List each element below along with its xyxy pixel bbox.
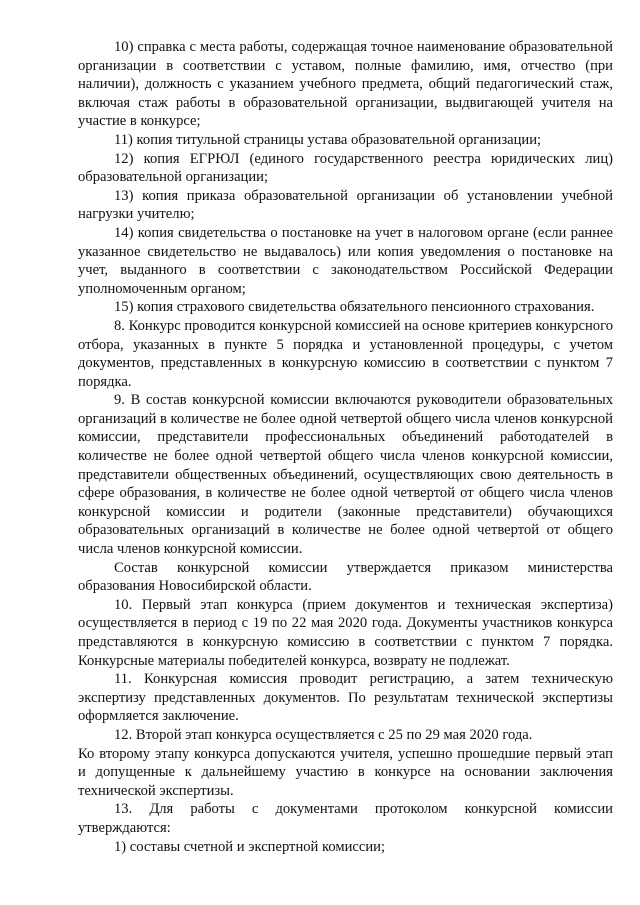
paragraph-clause-13: 13. Для работы с документами протоколом конкурсной комиссии утверждаются: <box>78 801 613 836</box>
paragraph-clause-9: 9. В состав конкурсной комиссии включаются руководители образовательных организаций в количестве не более одной четвертой общего числа членов конкурсной комиссии, представители профессиональных объединений работодателей в количестве не более одной четвертой общего числа членов конкурсной комиссии, представители общественных объединений, осуществляющих свою деятельность в сфере образования, в количестве не более одной четвертой от общего числа членов конкурсной комиссии и родители (законные представители) обучающихся образовательных организаций в количестве не более одной четвертой от общего числа членов конкурсной комиссии. <box>78 392 613 558</box>
document-page <box>78 38 613 856</box>
paragraph-clause-10: 10. Первый этап конкурса (прием документов и техническая экспертиза) осуществляется в период с 19 по 22 мая 2020 года. Документы участников конкурса представляются в конкурсную комиссию в соответствии с пунктом 7 порядка. Конкурсные материалы победителей конкурса, возврату не подлежат. <box>78 596 613 669</box>
paragraph-item-12: 12) копия ЕГРЮЛ (единого государственного реестра юридических лиц) образовательной организации; <box>78 150 613 186</box>
paragraph-composition: Состав конкурсной комиссии утверждается приказом министерства образования Новосибирской области. <box>78 559 613 595</box>
paragraph-item-14: 14) копия свидетельства о постановке на учет в налоговом органе (если раннее указанное свидетельство не выдавалось) или копия уведомления о постановке на учет, выданного в соответствии с законодательством Российской Федерации уполномоченным органом; <box>78 224 613 297</box>
paragraph-clause-13-item-1: 1) составы счетной и экспертной комиссии; <box>114 838 386 855</box>
paragraph-item-15: 15) копия страхового свидетельства обязательного пенсионного страхования. <box>114 299 595 316</box>
paragraph-item-10: 10) справка с места работы, содержащая точное наименование образовательной организации в соответствии с уставом, полные фамилию, имя, отчество (при наличии), должность с указанием учебного предмета, общий педагогический стаж, включая стаж работы в образовательной организации, выдвигающей учителя на участие в конкурсе; <box>78 39 613 130</box>
paragraph-clause-8: 8. Конкурс проводится конкурсной комиссией на основе критериев конкурсного отбора, указанных в пункте 5 порядка и установленной процедуры, с учетом документов, представленных в конкурсную комиссию в соответствии с пунктом 7 порядка. <box>78 317 613 390</box>
paragraph-clause-11: 11. Конкурсная комиссия проводит регистрацию, а затем техническую экспертизу представленных документов. По результатам технической экспертизы оформляется заключение. <box>78 671 613 725</box>
paragraph-clause-12: 12. Второй этап конкурса осуществляется с 25 по 29 мая 2020 года. <box>114 726 533 743</box>
paragraph-stage-2-admission: Ко второму этапу конкурса допускаются учителя, успешно прошедшие первый этап и допущенные к дальнейшему участию в конкурсе на основании заключения технической экспертизы. <box>78 745 613 799</box>
paragraph-item-11: 11) копия титульной страницы устава образовательной организации; <box>114 131 542 148</box>
paragraph-item-13: 13) копия приказа образовательной организации об установлении учебной нагрузки учителю; <box>78 187 613 223</box>
